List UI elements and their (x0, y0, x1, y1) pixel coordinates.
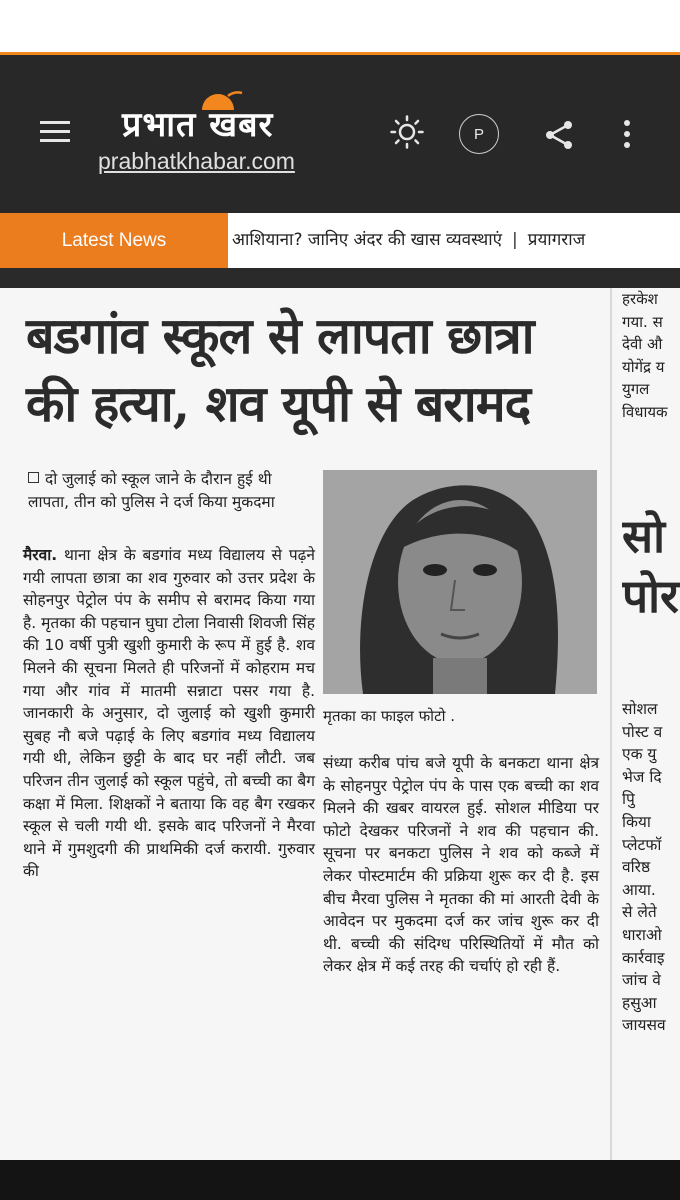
side-line: कार्रवाइ (622, 948, 665, 967)
subhead-text: दो जुलाई को स्कूल जाने के दौरान हुई थी लापता, तीन को पुलिस ने दर्ज किया मुकदमा (28, 470, 275, 511)
dateline: मैरवा. (23, 546, 58, 564)
victim-photo (323, 470, 597, 694)
adjacent-article-body (622, 698, 680, 1037)
side-line: किया (622, 812, 651, 831)
side-line: पुि (622, 790, 635, 809)
side-line: योगेंद्र य (622, 357, 665, 376)
side-line: से लेते (622, 903, 657, 922)
top-margin (0, 0, 680, 55)
article-column-2: संध्या करीब पांच बजे यूपी के बनकटा थाना क्षेत्र के सोहनपुर पेट्रोल पंप के पास एक बच्ची का शव मिलने की खबर वायरल हुई. सोशल मीडिया पर फोटो देखकर परिजनों ने शव की पहचान की. सूचना पर बनकटा पुलिस ने शव को कब्जे में लेकर पोस्टमार्टम की प्रक्रिया शुरू कर दी है. इस बीच मैरवा पुलिस ने मृतका की मां आरती देवी के आवेदन पर मुकदमा दर्ज कर जांच शुरू कर दी थी. बच्ची की संदिग्ध परिस्थितियों में मौत को लेकर क्षेत्र में कई तरह की चर्चाएं हो रही हैं. (323, 754, 599, 976)
bullet-box-icon (28, 472, 39, 483)
column-1-text: थाना क्षेत्र के बडगांव मध्य विद्यालय से पढ़ने गयी लापता छात्रा का शव गुरुवार को उत्तर प्रदेश के सोहनपुर पेट्रोल पंप के समीप से बरामद किया गया है. मृतका की पहचान घुघा टोला निवासी शिवजी सिंह की 10 वर्षी पुत्री खुशी कुमारी के रूप में हुई है. शव मिलने की सूचना मिलते ही परिजनों में कोहराम मच गया और गांव में मातमी सन्नाटा पसर गया है. जानकारी के अनुसार, दो जुलाई को खुशी कुमारी सुबह नौ बजे पढ़ाई के लिए बडगांव मध्य विद्यालय गयी थी, लेकिन छुट्टी के बाद घर नहीं लौटी. जब परिजन तीन जुलाई को स्कूल पहुंचे, तो बच्ची का बैग कक्षा में मिला. शिक्षकों ने बताया कि वह बैग रखकर स्कूल से चली गयी थी. इसके बाद परिजनों ने मैरवा थाने में गुमशुदगी की प्राथमिकी दर्ज करायी. गुरुवार की (23, 546, 315, 881)
side-line: प्लेटफॉ (622, 835, 662, 854)
logo-text: प्रभात खबर (122, 105, 274, 145)
latest-news-button[interactable]: Latest News (0, 213, 228, 268)
hamburger-menu-icon[interactable] (40, 121, 70, 143)
adjacent-article-top (622, 288, 680, 423)
side-line: वरिष्ठ (622, 858, 651, 877)
app-header (0, 55, 680, 213)
share-icon[interactable] (543, 119, 575, 151)
ticker-item[interactable]: प्रयागराज (527, 230, 586, 250)
site-logo[interactable] (98, 90, 360, 200)
side-head-line: पोर (622, 569, 679, 623)
side-line: आया. (622, 880, 656, 899)
side-line: हरकेश (622, 290, 658, 308)
side-line: एक यु (622, 745, 657, 764)
ticker-separator: | (512, 230, 518, 250)
side-line: सोशल (622, 700, 658, 718)
side-head-line: सो (622, 509, 666, 563)
side-line: गया. स (622, 312, 663, 331)
site-url[interactable]: prabhatkhabar.com (98, 148, 295, 174)
newspaper-clipping (0, 288, 680, 1160)
adjacent-headline (622, 506, 680, 626)
column-divider (610, 288, 612, 1160)
photo-caption: मृतका का फाइल फोटो . (323, 707, 456, 725)
bottom-bar (0, 1160, 680, 1200)
brightness-icon[interactable] (390, 115, 424, 149)
side-line: पोस्ट व (622, 722, 663, 741)
ticker-item[interactable]: आशियाना? जानिए अंदर की खास व्यवस्थाएं (232, 230, 503, 250)
side-line: युगल (622, 380, 650, 398)
side-line: देवी औ (622, 335, 663, 353)
headline-line-2: की हत्या, शव यूपी से बरामद (26, 374, 531, 433)
side-line: जायसव (622, 1016, 666, 1035)
side-line: विधायक (622, 402, 668, 421)
profile-initial: P (473, 125, 484, 143)
side-line: जांच वे (622, 971, 661, 990)
more-vertical-icon[interactable] (620, 119, 634, 149)
profile-avatar-icon[interactable] (459, 114, 499, 154)
news-ticker (0, 213, 680, 268)
headline-line-1: बडगांव स्कूल से लापता छात्रा (26, 306, 534, 365)
article-column-1 (23, 544, 315, 883)
ticker-track (232, 227, 680, 250)
article-subhead (28, 468, 313, 514)
header-shadow (0, 268, 680, 288)
side-line: हसुआ (622, 993, 657, 1012)
side-line: भेज दि (622, 767, 662, 786)
side-line: धाराओ (622, 925, 662, 944)
article-headline (26, 302, 606, 438)
